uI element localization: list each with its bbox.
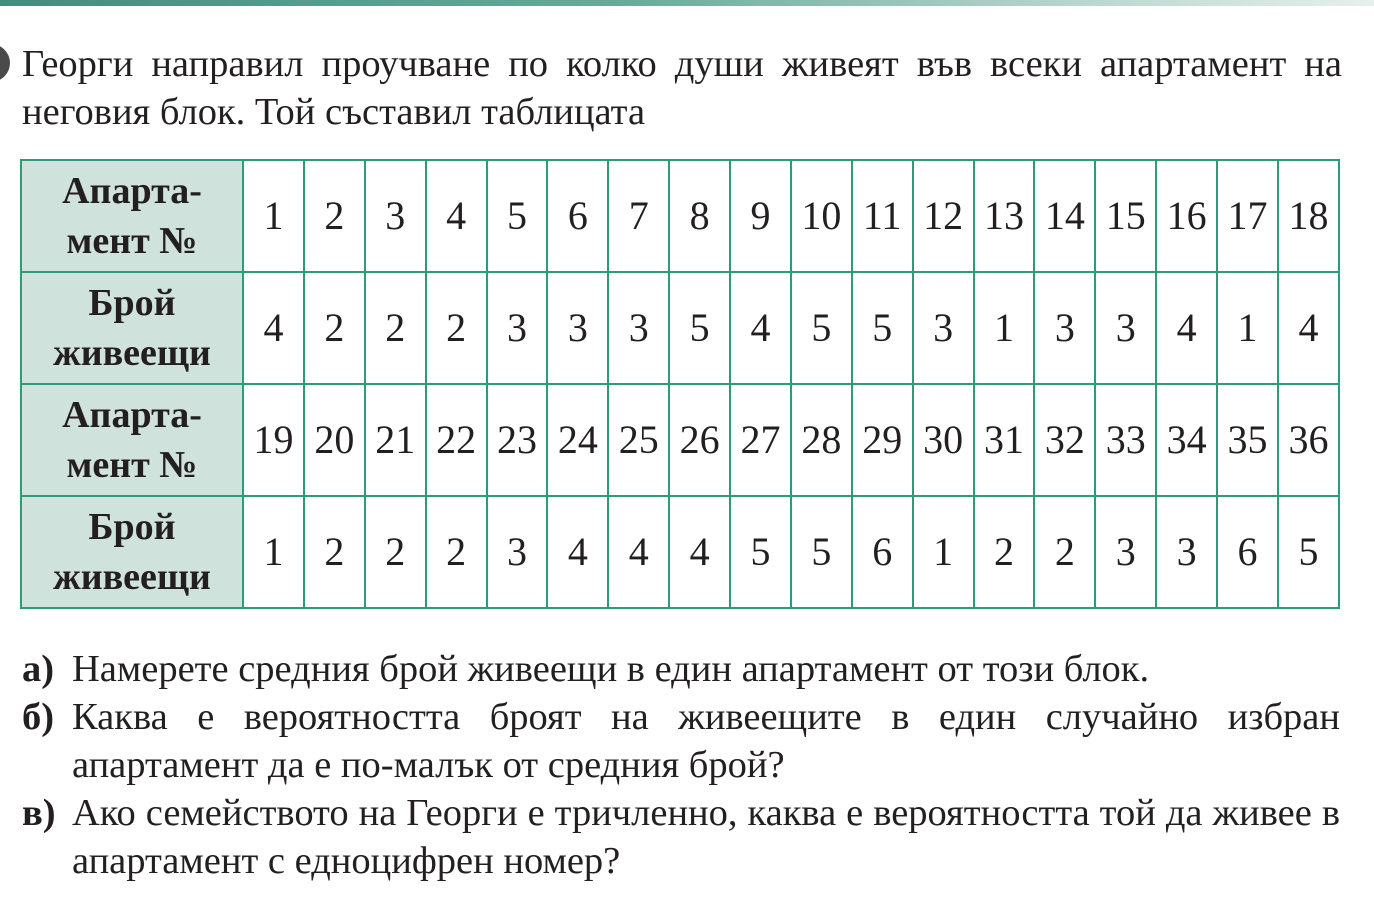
- table-cell: 32: [1034, 384, 1095, 496]
- table-cell: 17: [1217, 160, 1278, 272]
- question-b: [22, 693, 1340, 789]
- table-cell: 2: [426, 272, 487, 384]
- table-cell: 3: [487, 496, 548, 608]
- table-cell: 7: [608, 160, 669, 272]
- row-header: [21, 160, 243, 272]
- task-intro-text: Георги направил проучване по колко души живеят във всеки апартамент на неговия блок. Той съставил таблицата: [22, 43, 1342, 133]
- table-cell: 6: [852, 496, 913, 608]
- row-header-line: Брой: [88, 506, 176, 548]
- question-a-label: а): [22, 648, 55, 690]
- table-cell: 35: [1217, 384, 1278, 496]
- table-cell: 2: [365, 272, 426, 384]
- table-row: [21, 160, 1339, 272]
- table-cell: 3: [365, 160, 426, 272]
- table-cell: 3: [1156, 496, 1217, 608]
- table-cell: 5: [1278, 496, 1339, 608]
- row-header-line: мент №: [66, 220, 198, 262]
- row-header-line: Брой: [88, 282, 176, 324]
- table-cell: 2: [974, 496, 1035, 608]
- table-cell: 1: [974, 272, 1035, 384]
- table-row: [21, 384, 1339, 496]
- table-cell: 20: [304, 384, 365, 496]
- table-cell: 22: [426, 384, 487, 496]
- table-row: [21, 272, 1339, 384]
- table-cell: 13: [974, 160, 1035, 272]
- table-cell: 26: [669, 384, 730, 496]
- table-cell: 1: [243, 160, 304, 272]
- table-cell: 2: [304, 272, 365, 384]
- table-cell: 33: [1095, 384, 1156, 496]
- table-cell: 3: [487, 272, 548, 384]
- row-header-line: Апарта-: [62, 170, 202, 212]
- table-cell: 15: [1095, 160, 1156, 272]
- table-cell: 2: [304, 496, 365, 608]
- table-cell: 4: [730, 272, 791, 384]
- row-header-line: мент №: [66, 444, 198, 486]
- table-cell: 34: [1156, 384, 1217, 496]
- table-cell: 2: [1034, 496, 1095, 608]
- question-b-label: б): [22, 696, 55, 738]
- table-cell: 5: [791, 272, 852, 384]
- table-cell: 3: [1034, 272, 1095, 384]
- table-cell: 6: [1217, 496, 1278, 608]
- table-cell: 4: [1156, 272, 1217, 384]
- table-cell: 2: [304, 160, 365, 272]
- table-cell: 4: [243, 272, 304, 384]
- table-cell: 9: [730, 160, 791, 272]
- question-c-text: Ако семейството на Георги е тричленно, каква е вероятността той да живее в апартамент с едноцифрен номер?: [72, 792, 1340, 882]
- row-header-line: живеещи: [53, 332, 211, 374]
- top-accent-bar: [0, 0, 1374, 6]
- table-cell: 18: [1278, 160, 1339, 272]
- table-cell: 21: [365, 384, 426, 496]
- table-cell: 1: [913, 496, 974, 608]
- question-b-text: Каква е вероятността броят на живеещите в един случайно избран апартамент да е по-малък от средния брой?: [72, 696, 1340, 786]
- table-cell: 10: [791, 160, 852, 272]
- table-cell: 4: [426, 160, 487, 272]
- table-cell: 29: [852, 384, 913, 496]
- table-cell: 12: [913, 160, 974, 272]
- table-cell: 14: [1034, 160, 1095, 272]
- table-row: [21, 496, 1339, 608]
- table-cell: 8: [669, 160, 730, 272]
- table-cell: 4: [608, 496, 669, 608]
- row-header: [21, 496, 243, 608]
- table-cell: 3: [608, 272, 669, 384]
- row-header: [21, 384, 243, 496]
- table-cell: 5: [791, 496, 852, 608]
- table-cell: 5: [669, 272, 730, 384]
- question-a-text: Намерете средния брой живеещи в един апартамент от този блок.: [72, 648, 1150, 690]
- table-cell: 31: [974, 384, 1035, 496]
- table-cell: 36: [1278, 384, 1339, 496]
- table-cell: 19: [243, 384, 304, 496]
- table-cell: 3: [1095, 496, 1156, 608]
- table-cell: 5: [730, 496, 791, 608]
- table-cell: 4: [1278, 272, 1339, 384]
- table-cell: 24: [547, 384, 608, 496]
- row-header: [21, 272, 243, 384]
- row-header-line: Апарта-: [62, 394, 202, 436]
- table-cell: 16: [1156, 160, 1217, 272]
- table-cell: 2: [365, 496, 426, 608]
- table-cell: 3: [547, 272, 608, 384]
- residents-table: [20, 159, 1340, 609]
- question-c-label: в): [22, 792, 56, 834]
- table-cell: 3: [913, 272, 974, 384]
- table-cell: 27: [730, 384, 791, 496]
- task-number-badge: [0, 44, 10, 82]
- table-cell: 2: [426, 496, 487, 608]
- question-c: [22, 789, 1340, 885]
- table-cell: 30: [913, 384, 974, 496]
- questions-list: [22, 645, 1340, 885]
- question-a: [22, 645, 1340, 693]
- table-cell: 23: [487, 384, 548, 496]
- table-cell: 25: [608, 384, 669, 496]
- table-cell: 4: [669, 496, 730, 608]
- table-cell: 28: [791, 384, 852, 496]
- table-cell: 1: [243, 496, 304, 608]
- table-cell: 6: [547, 160, 608, 272]
- table-cell: 5: [487, 160, 548, 272]
- table-cell: 5: [852, 272, 913, 384]
- row-header-line: живеещи: [53, 556, 211, 598]
- table-cell: 1: [1217, 272, 1278, 384]
- table-cell: 3: [1095, 272, 1156, 384]
- table-cell: 11: [852, 160, 913, 272]
- table-cell: 4: [547, 496, 608, 608]
